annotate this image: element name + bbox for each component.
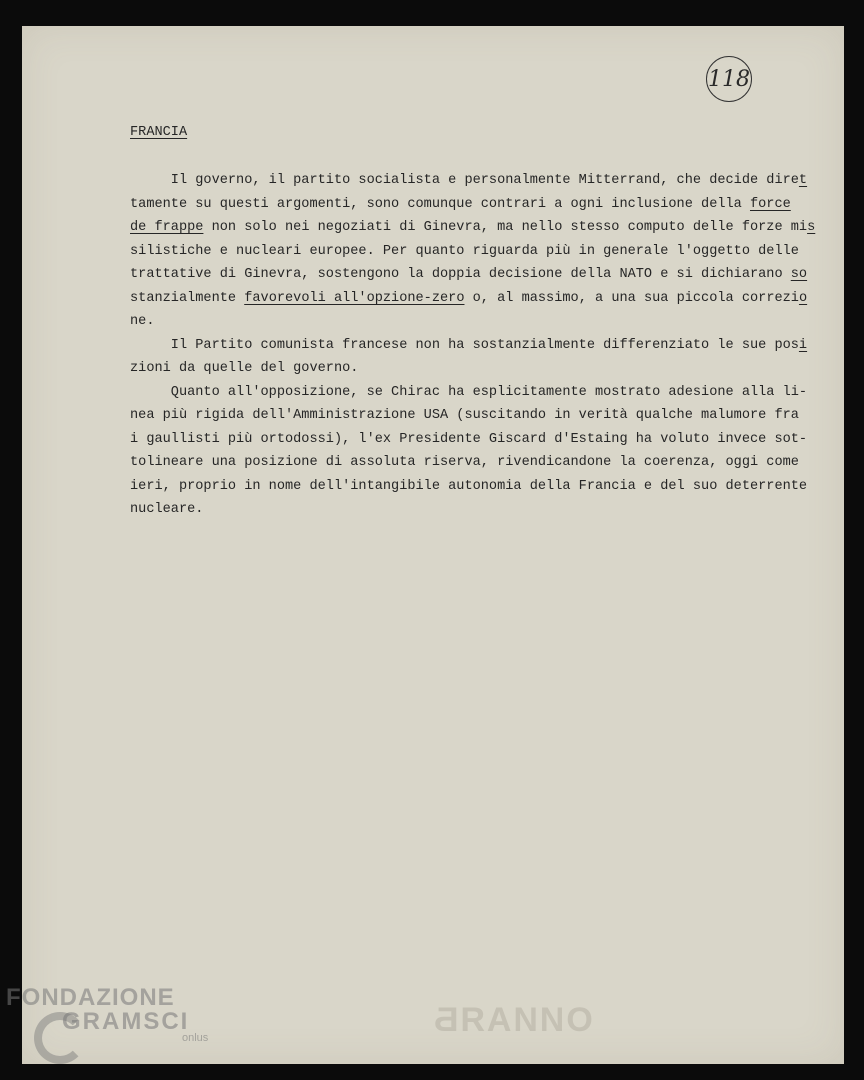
document-body	[130, 169, 815, 522]
text-line	[130, 357, 815, 381]
text-line	[130, 475, 815, 499]
text-segment: tamente su questi argomenti, sono comunque contrari a ogni inclusione della	[130, 196, 750, 212]
text-segment: non solo nei negoziati di Ginevra, ma nello stesso computo delle forze mi	[203, 220, 808, 235]
underlined-text: o	[798, 290, 808, 306]
text-segment: stanzialmente	[130, 290, 245, 306]
text-line	[130, 498, 815, 522]
text-segment: o, al massimo, a una sua piccola correzi	[464, 290, 799, 306]
underlined-text: so	[790, 267, 808, 282]
text-segment: zioni da quelle del governo.	[130, 361, 359, 376]
text-segment: ne.	[130, 314, 155, 329]
text-line	[130, 404, 815, 428]
underlined-text: i	[798, 337, 808, 353]
text-line	[130, 263, 815, 287]
text-line	[130, 310, 815, 334]
text-segment: nea più rigida dell'Amministrazione USA (suscitando in verità qualche malumore fra	[130, 408, 799, 423]
page-number: 118	[708, 66, 750, 92]
text-line	[130, 381, 815, 405]
text-line	[130, 451, 815, 475]
text-segment: nucleare.	[130, 502, 204, 517]
watermark-line-1: FONDAZIONE	[6, 984, 175, 1011]
text-segment: Quanto all'opposizione, se Chirac ha esplicitamente mostrato adesione alla li-	[130, 384, 808, 400]
underlined-text: s	[807, 220, 816, 235]
document-page	[22, 26, 844, 1064]
text-segment: Il governo, il partito socialista e personalmente Mitterrand, che decide dire	[130, 173, 799, 188]
text-line	[130, 216, 815, 240]
text-segment: i gaullisti più ortodossi), l'ex Presidente Giscard d'Estaing ha voluto invece sot-	[130, 431, 808, 447]
text-segment: Il Partito comunista francese non ha sostanzialmente differenziato le sue pos	[130, 337, 799, 353]
watermark-line-2: GRAMSCI	[62, 1008, 190, 1035]
text-line	[130, 240, 815, 264]
text-line	[130, 287, 815, 311]
text-segment: ieri, proprio in nome dell'intangibile autonomia della Francia e del suo deterrente	[130, 478, 808, 494]
page-number-stamp	[706, 56, 752, 102]
text-segment: tolineare una posizione di assoluta riserva, rivendicandone la coerenza, oggi come	[130, 455, 799, 470]
watermark-onlus: onlus	[182, 1032, 209, 1044]
text-line	[130, 428, 815, 452]
underlined-text: favorevoli all'opzione-zero	[244, 290, 465, 306]
text-line	[130, 169, 815, 193]
underlined-text: de frappe	[130, 220, 204, 235]
document-title: FRANCIA	[130, 125, 188, 140]
underlined-text: force	[749, 196, 791, 212]
text-segment: trattative di Ginevra, sostengono la doppia decisione della NATO e si dichiarano	[130, 267, 791, 282]
underlined-text: t	[798, 173, 808, 188]
text-line	[130, 193, 815, 217]
gramsci-logo-icon	[34, 1012, 86, 1064]
text-segment: silistiche e nucleari europee. Per quanto riguarda più in generale l'oggetto delle	[130, 243, 799, 259]
text-line	[130, 334, 815, 358]
reverse-show-through-mark: ОИИAЯБ	[432, 1001, 593, 1039]
